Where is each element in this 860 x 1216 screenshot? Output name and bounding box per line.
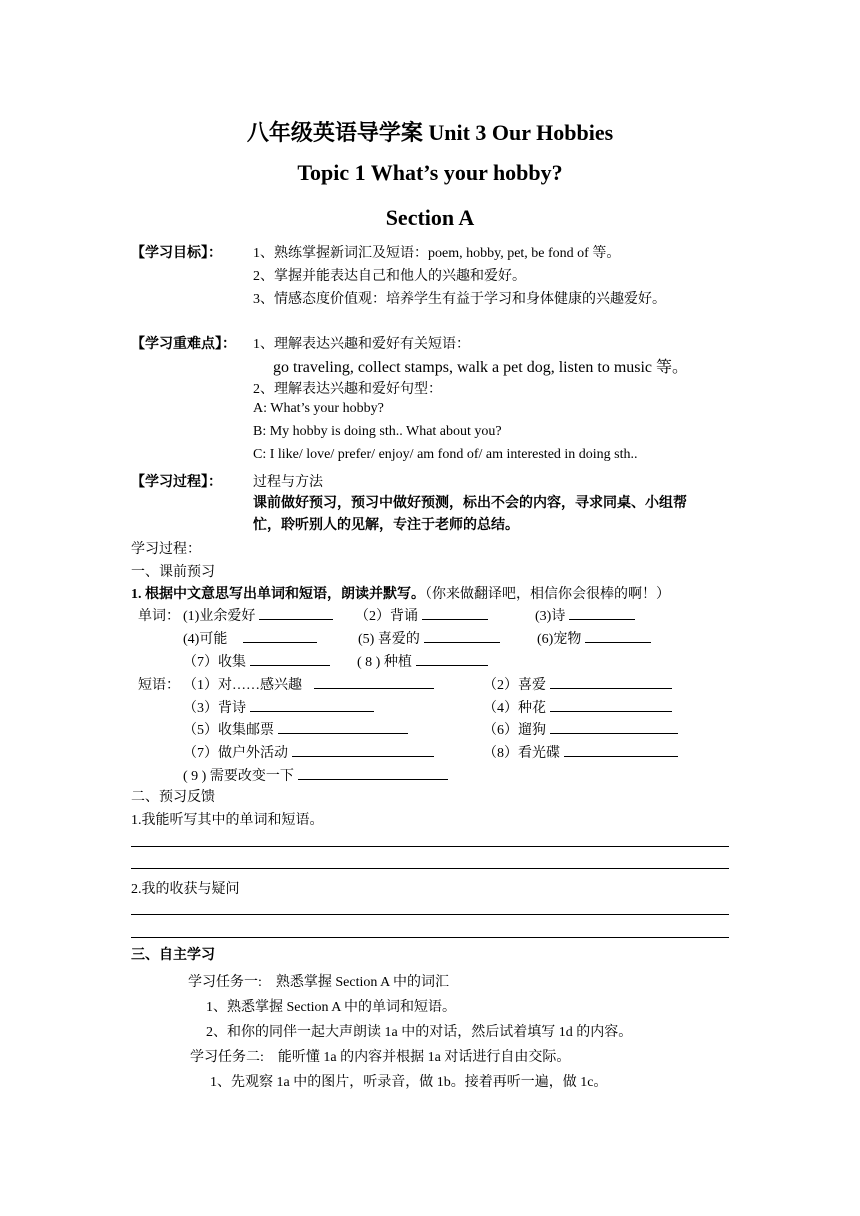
answer-blank[interactable]: [416, 652, 488, 666]
word-prompt: （7）收集: [183, 655, 246, 670]
objectives-label: 【学习目标】：: [131, 246, 222, 261]
word-prompt: (5) 喜爱的: [358, 632, 420, 647]
word-blank-row: [355, 605, 488, 625]
phrase-prompt: （4）种花: [483, 701, 546, 716]
answer-blank[interactable]: [250, 698, 374, 712]
answer-blank[interactable]: [259, 606, 333, 620]
word-prompt: （2）背诵: [355, 609, 418, 624]
phrase-blank-row: [183, 697, 374, 717]
process-heading: 学习过程：: [131, 542, 201, 557]
answer-blank[interactable]: [564, 743, 678, 757]
answer-blank[interactable]: [424, 629, 500, 643]
word-prompt: ( 8 ) 种植: [357, 655, 412, 670]
phrase-prompt: （6）遛狗: [483, 723, 546, 738]
word-prompt: (3)诗: [535, 609, 566, 624]
self-study-heading: 三、自主学习: [131, 948, 215, 963]
phrase-blank-row: [183, 765, 448, 785]
objective-item: 2、掌握并能表达自己和他人的兴趣和爱好。: [253, 269, 526, 284]
feedback-item-2: 2.我的收获与疑问: [131, 882, 240, 897]
task-two: 学习任务二: 能听懂 1a 的内容并根据 1a 对话进行自由交际。: [190, 1050, 571, 1065]
word-blank-row: [358, 628, 500, 648]
task-one-step-2: 2、和你的同伴一起大声朗读 1a 中的对话，然后试着填写 1d 的内容。: [206, 1025, 633, 1040]
key-points-label: 【学习重难点】：: [131, 337, 236, 352]
word-blank-row: [183, 651, 330, 671]
phrase-blank-row: [483, 742, 678, 762]
word-prompt: (1)业余爱好: [183, 609, 256, 624]
phrase-prompt: （2）喜爱: [483, 678, 546, 693]
phrase-prompt: （8）看光碟: [483, 746, 560, 761]
task-one: 学习任务一: 熟悉掌握 Section A 中的词汇: [188, 975, 449, 990]
answer-blank[interactable]: [550, 675, 672, 689]
key-point-2: 2、理解表达兴趣和爱好句型：: [253, 382, 442, 397]
sentence-a: A: What’s your hobby?: [253, 401, 384, 416]
phrase-blank-row: [183, 742, 434, 762]
answer-blank[interactable]: [292, 743, 434, 757]
phrase-blank-row: [183, 719, 408, 739]
phrase-prompt: （7）做户外活动: [183, 746, 288, 761]
phrase-prompt: （3）背诗: [183, 701, 246, 716]
word-blank-row: [183, 605, 333, 625]
task-two-step-1: 1、先观察 1a 中的图片，听录音，做 1b。接着再听一遍，做 1c。: [210, 1075, 608, 1090]
word-prompt: (6)宠物: [537, 632, 582, 647]
answer-blank[interactable]: [422, 606, 488, 620]
task-1-instruction: [131, 583, 670, 603]
method-title: 过程与方法: [253, 475, 323, 490]
preview-heading: 一、课前预习: [131, 565, 215, 580]
answer-line[interactable]: [131, 914, 729, 915]
word-blank-row: [183, 628, 317, 648]
phrase-prompt: ( 9 ) 需要改变一下: [183, 769, 294, 784]
task-one-step-1: 1、熟悉掌握 Section A 中的单词和短语。: [206, 1000, 457, 1015]
answer-blank[interactable]: [569, 606, 635, 620]
word-blank-row: [535, 605, 635, 625]
topic-title: Topic 1 What’s your hobby?: [297, 160, 563, 185]
word-prompt: (4)可能: [183, 632, 228, 647]
answer-blank[interactable]: [250, 652, 330, 666]
answer-blank[interactable]: [550, 698, 672, 712]
feedback-heading: 二、预习反馈: [131, 790, 215, 805]
words-label: 单词：: [138, 609, 180, 624]
key-phrases: go traveling, collect stamps, walk a pet dog, listen to music 等。: [273, 359, 689, 376]
sentence-b: B: My hobby is doing sth.. What about you?: [253, 424, 502, 439]
word-blank-row: [357, 651, 488, 671]
answer-blank[interactable]: [314, 675, 434, 689]
task-1-note: （你来做翻译吧，相信你会很棒的啊！）: [425, 587, 670, 602]
phrase-blank-row: [483, 697, 672, 717]
answer-line[interactable]: [131, 937, 729, 938]
sentence-c: C: I like/ love/ prefer/ enjoy/ am fond of/ am interested in doing sth..: [253, 447, 638, 462]
answer-blank[interactable]: [278, 720, 408, 734]
answer-blank[interactable]: [298, 766, 448, 780]
phrases-label: 短语：: [138, 678, 180, 693]
phrase-blank-row: [483, 719, 678, 739]
key-point-1: 1、理解表达兴趣和爱好有关短语：: [253, 337, 470, 352]
objective-item: 3、情感态度价值观：培养学生有益于学习和身体健康的兴趣爱好。: [253, 292, 666, 307]
answer-line[interactable]: [131, 846, 729, 847]
phrase-prompt: （5）收集邮票: [183, 723, 274, 738]
method-line: 课前做好预习，预习中做好预测，标出不会的内容，寻求同桌、小组帮: [253, 496, 687, 511]
answer-blank[interactable]: [243, 629, 317, 643]
phrase-blank-row: [183, 674, 434, 694]
process-label: 【学习过程】：: [131, 475, 222, 490]
answer-blank[interactable]: [585, 629, 651, 643]
answer-blank[interactable]: [550, 720, 678, 734]
page-title: 八年级英语导学案 Unit 3 Our Hobbies: [246, 120, 614, 145]
answer-line[interactable]: [131, 868, 729, 869]
objective-item: 1、熟练掌握新词汇及短语：poem, hobby, pet, be fond of 等。: [253, 246, 621, 261]
word-blank-row: [537, 628, 651, 648]
phrase-prompt: （1）对……感兴趣: [183, 678, 302, 693]
task-1-bold: 1. 根据中文意思写出单词和短语，朗读并默写。: [131, 587, 425, 602]
section-title: Section A: [385, 205, 475, 230]
method-line: 忙，聆听别人的见解，专注于老师的总结。: [253, 518, 519, 533]
feedback-item-1: 1.我能听写其中的单词和短语。: [131, 813, 324, 828]
phrase-blank-row: [483, 674, 672, 694]
